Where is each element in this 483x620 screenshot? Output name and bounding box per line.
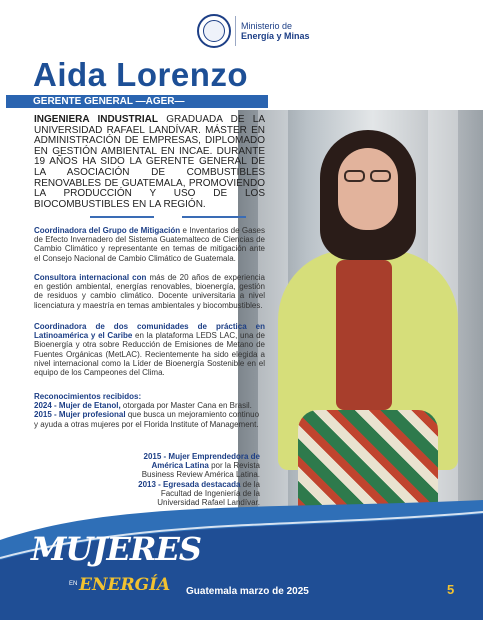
recognitions-section [34,392,265,429]
bio-lead-1: Coordinadora del Grupo de Mitigación [34,226,181,235]
page-number: 5 [447,582,455,597]
recognitions-heading: Reconocimientos recibidos: [34,392,142,401]
bio-text-2: más de 20 años de experiencia en gestión ambiental, energías renovables, bioenergía, gestión de residuos y cambio climático. Docente universitaria a nivel licenciatura y maestría en temas ambientales y biocombustibles. [34,273,265,310]
bio-paragraph-1 [34,226,265,263]
profile-name: Aida Lorenzo [33,56,249,93]
bio-text-3: en la plataforma LEDS LAC, una de Bioenergía y otra sobre Reducción de Emisiones de Metano de Fuentes Orgánicas (MetLAC). Recientemente ha sido elegida a nivel internacional como la Líder de Bioenergía Sostenible en el equipo de los Campeones del Clima. [34,331,265,378]
intro-lead: INGENIERA INDUSTRIAL [34,114,158,125]
brand-sub: ENERGÍA [79,575,171,595]
intro-paragraph [34,115,265,210]
intro-text: GRADUADA DE LA UNIVERSIDAD RAFAEL LANDÍVAR. MÁSTER EN ADMINISTRACIÓN DE EMPRESAS, DIPLOMADO EN GESTIÓN AMBIENTAL EN INCAE. DURANTE 19 AÑOS HA SIDO LA GERENTE GENERAL DE LA ASOCIACIÓN DE COMBUSTIBLES RENOVABLES DE GUATEMALA, PROMOVIENDO LA PRODUCCIÓN Y USO DE LOS BIOCOMBUSTIBLES EN LA REGIÓN. [34,114,265,210]
bio-paragraph-2 [34,273,265,310]
ministry-name [241,21,310,41]
bio-text-1: e Inventarios de Gases de Efecto Invernadero del Sistema Guatemalteco de Ciencias de Cambio Climático y representante en temas de mitigación ante el Consejo Nacional de Cambio Climático de Guatemala. [34,226,265,263]
guatemala-seal-icon [197,14,231,48]
bio-lead-2: Consultora internacional con [34,273,147,282]
ministry-name-line2: Energía y Minas [241,31,310,41]
profile-title: GERENTE GENERAL —AGER— [33,96,185,107]
ministry-logo [197,14,310,48]
recognition-list-continued [120,452,260,507]
section-divider [90,216,260,218]
recognition-item: 2015 - Mujer profesional que busca un mejoramiento continuo y ayuda a otras mujeres por el Florida Institute of Management. [34,410,260,429]
recognition-item: 2013 - Egresada destacada de la Facultad de Ingeniería de la Universidad Rafael Landívar. [138,479,260,508]
ministry-name-line1: Ministerio de [241,21,293,31]
portrait-photo [238,110,483,530]
recognition-item: 2024 - Mujer de Etanol, otorgada por Master Cana en Brasil. [34,401,252,411]
recognition-item: 2015 - Mujer Emprendedora de América Latina por la Revista Business Review América Latina. [141,452,260,480]
mujeres-en-energia-logo [31,530,201,595]
brand-en: EN [69,581,78,587]
bio-paragraph-3 [34,322,265,377]
brand-main: MUJERES [31,530,201,568]
footer-date: Guatemala marzo de 2025 [186,586,309,597]
profile-title-bar [6,95,268,108]
bio-lead-3: Coordinadora de dos comunidades de práctica en Latinoamérica y el Caribe [34,322,265,341]
logo-divider [235,16,236,46]
